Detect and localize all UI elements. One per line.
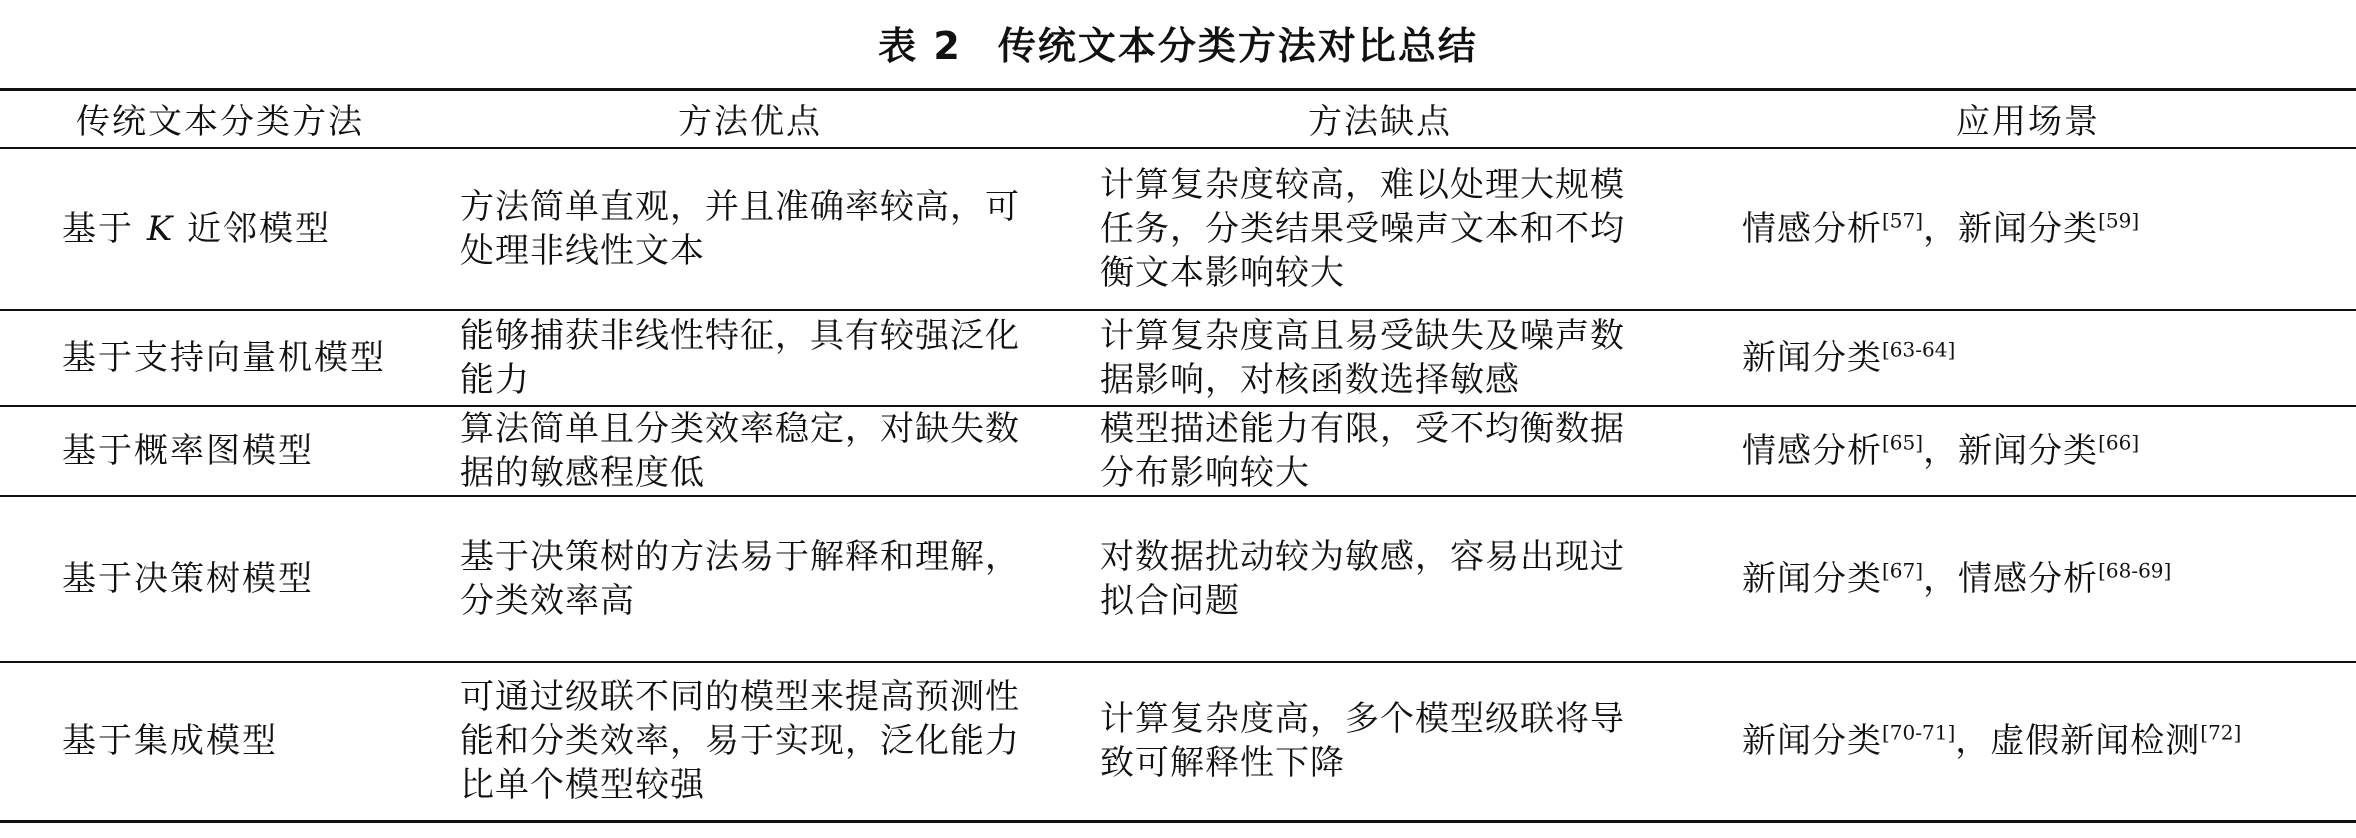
method-cell: 基于集成模型 [0,662,440,822]
application-text: ，情感分析 [1923,558,2099,599]
table-row [0,662,2356,822]
advantages-cell: 能够捕获非线性特征，具有较强泛化能力 [440,310,1060,406]
citation: [65] [1882,430,1924,455]
disadvantages-cell: 计算复杂度较高，难以处理大规模任务，分类结果受噪声文本和不均衡文本影响较大 [1060,148,1700,310]
applications-cell [1700,148,2356,310]
method-cell [0,148,440,310]
advantages-cell: 可通过级联不同的模型来提高预测性能和分类效率，易于实现，泛化能力比单个模型较强 [440,662,1060,822]
method-cell: 基于决策树模型 [0,496,440,662]
method-cell: 基于支持向量机模型 [0,310,440,406]
table-row [0,406,2356,496]
applications-cell [1700,406,2356,496]
application-text: ，新闻分类 [1923,208,2099,249]
application-text: ，新闻分类 [1923,430,2099,471]
citation: [66] [2098,430,2140,455]
advantages-cell: 算法简单且分类效率稳定，对缺失数据的敏感程度低 [440,406,1060,496]
citation: [57] [1882,208,1924,233]
disadvantages-cell: 计算复杂度高，多个模型级联将导致可解释性下降 [1060,662,1700,822]
citation: [70-71] [1882,720,1956,745]
application-text: 情感分析 [1742,430,1882,471]
comparison-table [0,88,2356,823]
disadvantages-cell: 模型描述能力有限，受不均衡数据分布影响较大 [1060,406,1700,496]
citation: [63-64] [1882,337,1956,362]
header-advantages: 方法优点 [440,90,1060,148]
table-title: 传统文本分类方法对比总结 [997,24,1478,68]
application-text: 新闻分类 [1742,721,1882,762]
header-method: 传统文本分类方法 [0,90,440,148]
table-row [0,310,2356,406]
applications-cell [1700,662,2356,822]
method-prefix: 基于 [62,208,134,249]
table-number: 表 2 [878,24,962,68]
application-text: 新闻分类 [1742,337,1882,378]
advantages-cell: 基于决策树的方法易于解释和理解，分类效率高 [440,496,1060,662]
method-cell: 基于概率图模型 [0,406,440,496]
table-row [0,148,2356,310]
application-text: ，虚假新闻检测 [1955,721,2201,762]
table-header-row [0,90,2356,148]
citation: [68-69] [2098,558,2172,583]
citation: [72] [2200,720,2242,745]
disadvantages-cell: 计算复杂度高且易受缺失及噪声数据影响，对核函数选择敏感 [1060,310,1700,406]
disadvantages-cell: 对数据扰动较为敏感，容易出现过拟合问题 [1060,496,1700,662]
header-disadvantages: 方法缺点 [1060,90,1700,148]
application-text: 情感分析 [1742,208,1882,249]
citation: [59] [2098,208,2140,233]
method-suffix: 近邻模型 [187,208,332,249]
header-applications: 应用场景 [1700,90,2356,148]
table-caption [0,18,2356,74]
application-text: 新闻分类 [1742,558,1882,599]
advantages-cell: 方法简单直观，并且准确率较高，可处理非线性文本 [440,148,1060,310]
method-variable: K [146,208,175,249]
applications-cell [1700,310,2356,406]
table-row [0,496,2356,662]
applications-cell [1700,496,2356,662]
citation: [67] [1882,558,1924,583]
